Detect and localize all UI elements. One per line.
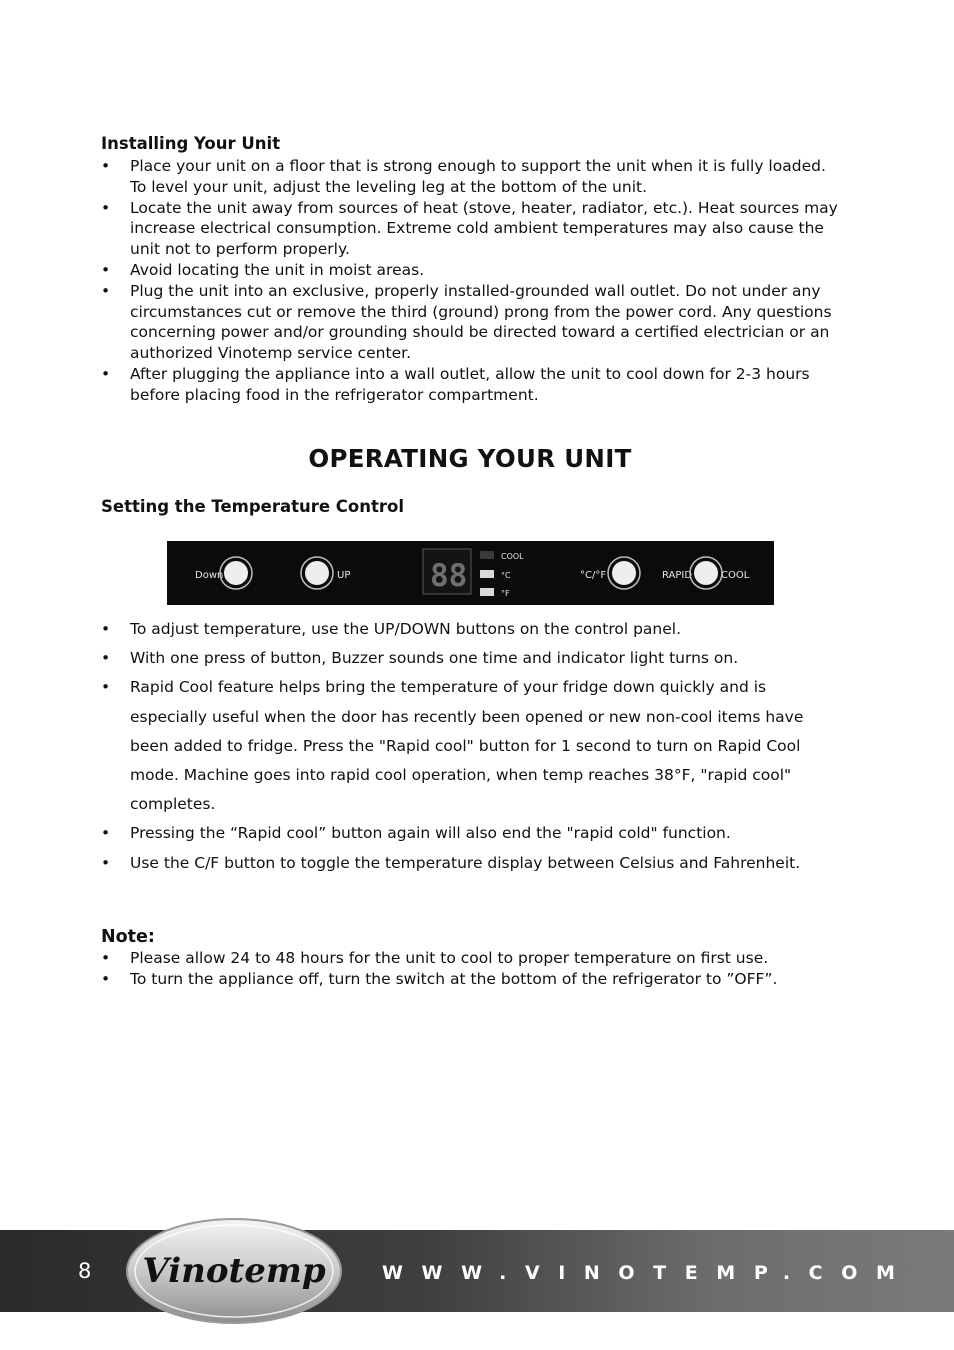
vinotemp-logo bbox=[124, 1216, 344, 1326]
install-bullet-list bbox=[101, 156, 841, 406]
cool-indicator-light bbox=[480, 551, 494, 559]
up-button[interactable] bbox=[301, 557, 333, 589]
rapid-cool-button[interactable] bbox=[690, 557, 722, 589]
cool-label: COOL bbox=[721, 570, 750, 581]
list-item: • Locate the unit away from sources of heat (stove, heater, radiator, etc.). Heat sources may increase electrical consumption. Extreme cold ambient temperatures may also cause the unit not to perform properly. bbox=[101, 198, 841, 260]
temperature-control-heading: Setting the Temperature Control bbox=[101, 497, 405, 516]
down-button[interactable] bbox=[220, 557, 252, 589]
temperature-bullet-list bbox=[101, 615, 841, 878]
celsius-indicator-light bbox=[480, 570, 494, 578]
indicator-f-label: °F bbox=[501, 589, 510, 598]
list-item: • Avoid locating the unit in moist areas. bbox=[101, 260, 841, 281]
website-url[interactable]: WWW.VINOTEMP.COM bbox=[382, 1262, 914, 1284]
page-number: 8 bbox=[78, 1259, 92, 1283]
cf-toggle-button[interactable] bbox=[608, 557, 640, 589]
rapid-label: RAPID bbox=[662, 570, 693, 581]
display-digits: 88 bbox=[430, 558, 468, 594]
logo-wordmark: Vinotemp bbox=[142, 1251, 326, 1291]
list-item: • With one press of button, Buzzer sounds one time and indicator light turns on. bbox=[101, 644, 841, 673]
cf-label: °C/°F bbox=[580, 570, 607, 581]
install-heading: Installing Your Unit bbox=[101, 134, 281, 153]
up-label: UP bbox=[337, 570, 351, 581]
note-heading: Note: bbox=[101, 927, 155, 947]
indicator-c-label: °C bbox=[501, 571, 511, 580]
control-panel-image bbox=[167, 541, 774, 605]
fahrenheit-indicator-light bbox=[480, 588, 494, 596]
section-title: OPERATING YOUR UNIT bbox=[308, 444, 632, 473]
list-item: • Pressing the “Rapid cool” button again will also end the "rapid cold" function. bbox=[101, 819, 841, 848]
list-item: • Plug the unit into an exclusive, properly installed-grounded wall outlet. Do not under any circumstances cut or remove the third (ground) prong from the power cord. Any questions concerning power and/or grounding should be directed toward a certified electrician or an authorized Vinotemp service center. bbox=[101, 281, 841, 364]
note-bullet-list bbox=[101, 948, 841, 990]
indicator-cool-label: COOL bbox=[501, 552, 524, 561]
list-item: • To turn the appliance off, turn the switch at the bottom of the refrigerator to ”OFF”. bbox=[101, 969, 841, 990]
list-item: • Please allow 24 to 48 hours for the unit to cool to proper temperature on first use. bbox=[101, 948, 841, 969]
list-item: • To adjust temperature, use the UP/DOWN buttons on the control panel. bbox=[101, 615, 841, 644]
list-item: • After plugging the appliance into a wall outlet, allow the unit to cool down for 2-3 hours before placing food in the refrigerator compartment. bbox=[101, 364, 841, 406]
list-item: • Rapid Cool feature helps bring the temperature of your fridge down quickly and is especially useful when the door has recently been opened or new non-cool items have been added to fridge. Press the "Rapid cool" button for 1 second to turn on Rapid Cool mode. Machine goes into rapid cool operation, when temp reaches 38°F, "rapid cool" completes. bbox=[101, 673, 841, 819]
down-label: Down bbox=[195, 570, 224, 581]
list-item: • Place your unit on a floor that is strong enough to support the unit when it is fully loaded. To level your unit, adjust the leveling leg at the bottom of the unit. bbox=[101, 156, 841, 198]
list-item: • Use the C/F button to toggle the temperature display between Celsius and Fahrenheit. bbox=[101, 849, 841, 878]
